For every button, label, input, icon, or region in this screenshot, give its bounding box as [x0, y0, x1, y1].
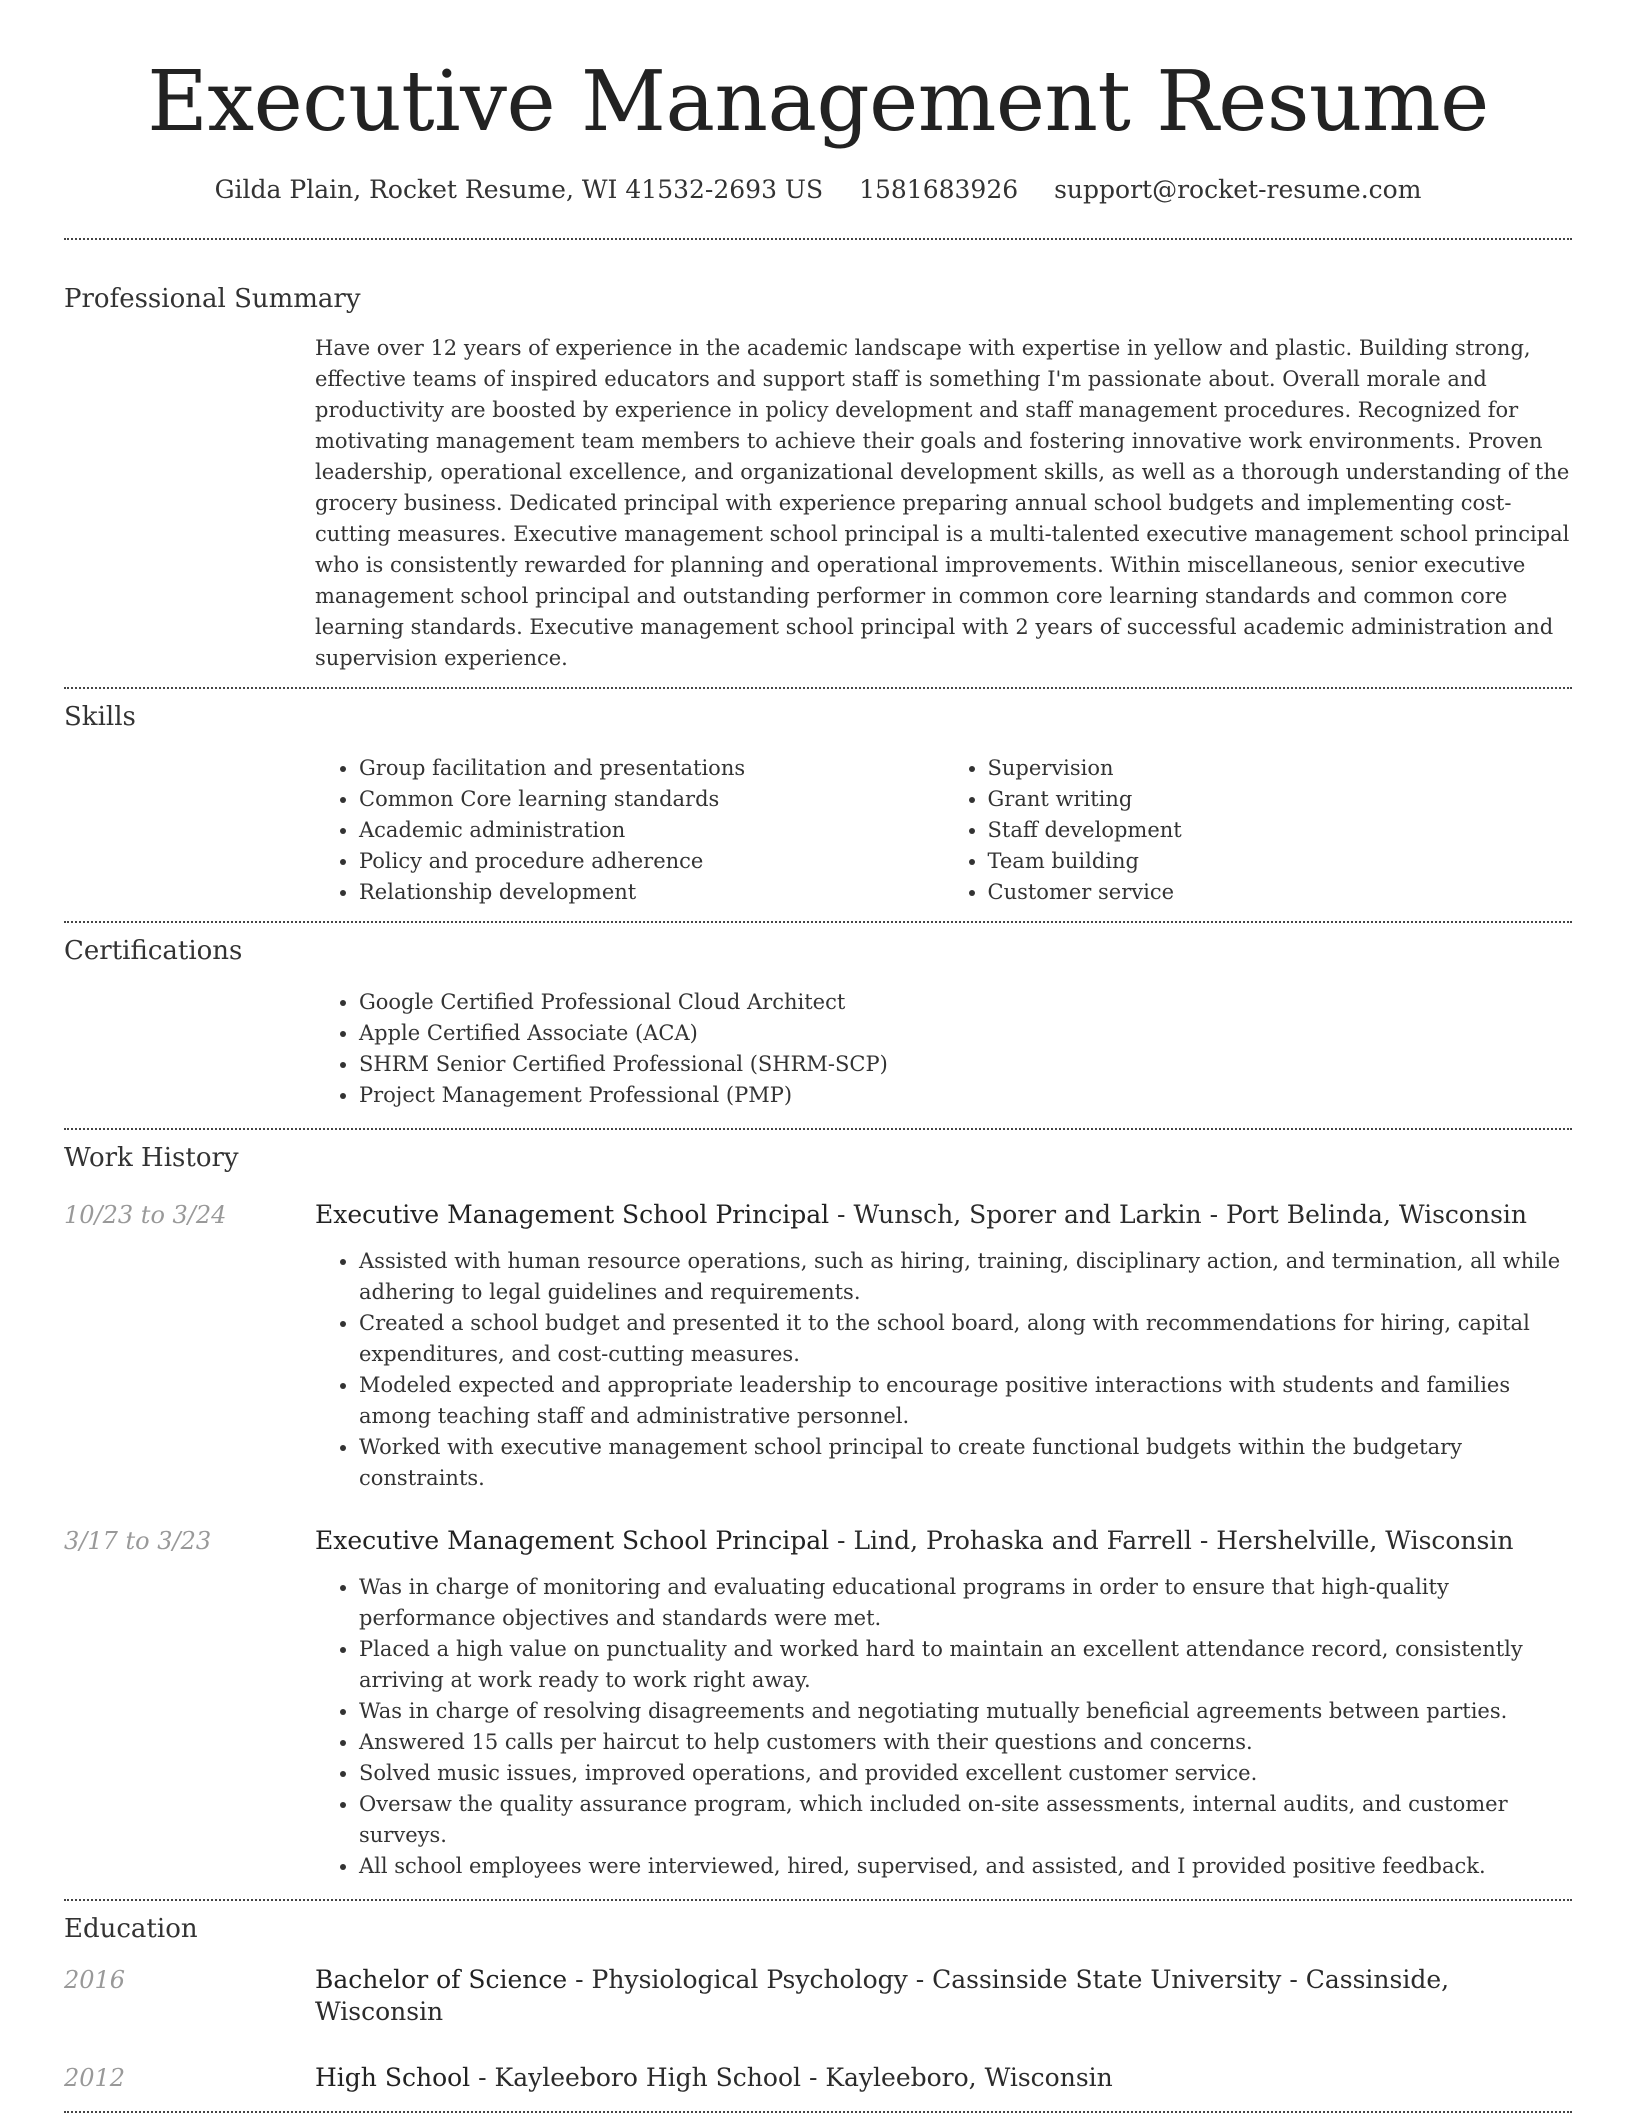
skills-list-right [944, 753, 1573, 908]
section-title: Professional Summary [64, 284, 361, 314]
contact-line [64, 174, 1572, 206]
list-item: • All school employees were interviewed, hired, supervised, and assisted, and I provided positive feedback. [359, 1851, 1572, 1882]
education-details: - Kayleeboro High School - Kayleeboro, Wisconsin [470, 2063, 1113, 2092]
contact-address: Gilda Plain, Rocket Resume, WI 41532-2693 US [214, 175, 824, 204]
page-title: Executive Management Resume [147, 53, 1489, 150]
list-item: • Solved music issues, improved operations, and provided excellent customer service. [359, 1758, 1572, 1789]
summary-text: Have over 12 years of experience in the academic landscape with expertise in yellow and plastic. Building strong, effective teams of inspired educators and support staff is something I'm passionate about. Overall morale and productivity are boosted by experience in policy development and staff management procedures. Recognized for motivating management team members to achieve their goals and fostering innovative work environments. Proven leadership, operational excellence, and organizational development skills, as well as a thorough understanding of the grocery business. Dedicated principal with experience preparing annual school budgets and implementing cost-cutting measures. Executive management school principal is a multi-talented executive management school principal who is consistently rewarded for planning and operational improvements. Within miscellaneous, senior executive management school principal and outstanding performer in common core learning standards and common core learning standards. Executive management school principal with 2 years of successful academic administration and supervision experience. [315, 336, 1570, 670]
job-details: - Lind, Prohaska and Farrell - Hershelville, Wisconsin [829, 1526, 1514, 1555]
skills-list-left [315, 753, 944, 908]
list-item: • Placed a high value on punctuality and worked hard to maintain an excellent attendance record, consistently arriving at work ready to work right away. [359, 1634, 1572, 1696]
list-item: • Worked with executive management school principal to create functional budgets within the budgetary constraints. [359, 1432, 1572, 1494]
resume-page [64, 0, 1572, 2113]
job-entry [64, 1199, 1572, 1494]
contact-email: support@rocket-resume.com [1054, 175, 1422, 204]
list-item: • Staff development [988, 815, 1573, 846]
job-entry [64, 1525, 1572, 1882]
list-item: • Was in charge of monitoring and evaluating educational programs in order to ensure that high-quality performance objectives and standards were met. [359, 1572, 1572, 1634]
summary-section [64, 282, 1572, 674]
list-item: • Oversaw the quality assurance program, which included on-site assessments, internal audits, and customer surveys. [359, 1789, 1572, 1851]
job-date: 10/23 to 3/24 [64, 1201, 227, 1229]
list-item: • Customer service [988, 877, 1573, 908]
education-degree: Bachelor of Science [315, 1965, 568, 1994]
education-entry [64, 1964, 1572, 2028]
skills-section [64, 700, 1572, 908]
list-item: • Apple Certified Associate (ACA) [359, 1018, 1572, 1049]
divider [64, 921, 1572, 923]
list-item: • Policy and procedure adherence [359, 846, 944, 877]
section-title: Certifications [64, 936, 243, 966]
section-title: Education [64, 1914, 198, 1944]
education-date: 2016 [64, 1966, 126, 1994]
certifications-section [64, 934, 1572, 1111]
education-details: - Physiological Psychology - Cassinside State University - Cassinside, Wisconsin [315, 1965, 1450, 2026]
list-item: • Relationship development [359, 877, 944, 908]
section-title: Skills [64, 702, 136, 732]
list-item: • Academic administration [359, 815, 944, 846]
list-item: • Assisted with human resource operations, such as hiring, training, disciplinary action, and termination, all while adhering to legal guidelines and requirements. [359, 1246, 1572, 1308]
work-section [64, 1141, 1572, 1882]
list-item: • Project Management Professional (PMP) [359, 1080, 1572, 1111]
list-item: • Modeled expected and appropriate leadership to encourage positive interactions with students and families among teaching staff and administrative personnel. [359, 1370, 1572, 1432]
education-heading [315, 2062, 1572, 2094]
education-degree: High School [315, 2063, 471, 2092]
list-item: • Answered 15 calls per haircut to help customers with their questions and concerns. [359, 1727, 1572, 1758]
list-item: • SHRM Senior Certified Professional (SHRM-SCP) [359, 1049, 1572, 1080]
job-heading [315, 1525, 1572, 1557]
list-item: • Common Core learning standards [359, 784, 944, 815]
job-bullets [315, 1246, 1572, 1494]
list-item: • Group facilitation and presentations [359, 753, 944, 784]
contact-phone: 1581683926 [859, 175, 1019, 204]
certifications-list [315, 987, 1572, 1111]
education-date: 2012 [64, 2064, 126, 2092]
divider [64, 687, 1572, 689]
job-bullets [315, 1572, 1572, 1882]
divider [64, 238, 1572, 240]
list-item: • Supervision [988, 753, 1573, 784]
list-item: • Team building [988, 846, 1573, 877]
job-role: Executive Management School Principal [315, 1526, 830, 1555]
job-date: 3/17 to 3/23 [64, 1527, 212, 1555]
section-title: Work History [64, 1143, 239, 1173]
education-entry [64, 2062, 1572, 2094]
list-item: • Was in charge of resolving disagreements and negotiating mutually beneficial agreements between parties. [359, 1696, 1572, 1727]
job-role: Executive Management School Principal [315, 1200, 830, 1229]
job-details: - Wunsch, Sporer and Larkin - Port Belinda, Wisconsin [829, 1200, 1528, 1229]
job-heading [315, 1199, 1572, 1231]
list-item: • Google Certified Professional Cloud Architect [359, 987, 1572, 1018]
divider [64, 1899, 1572, 1901]
list-item: • Created a school budget and presented it to the school board, along with recommendations for hiring, capital expenditures, and cost-cutting measures. [359, 1308, 1572, 1370]
education-heading [315, 1964, 1572, 2028]
divider [64, 1128, 1572, 1130]
list-item: • Grant writing [988, 784, 1573, 815]
education-section [64, 1912, 1572, 2094]
